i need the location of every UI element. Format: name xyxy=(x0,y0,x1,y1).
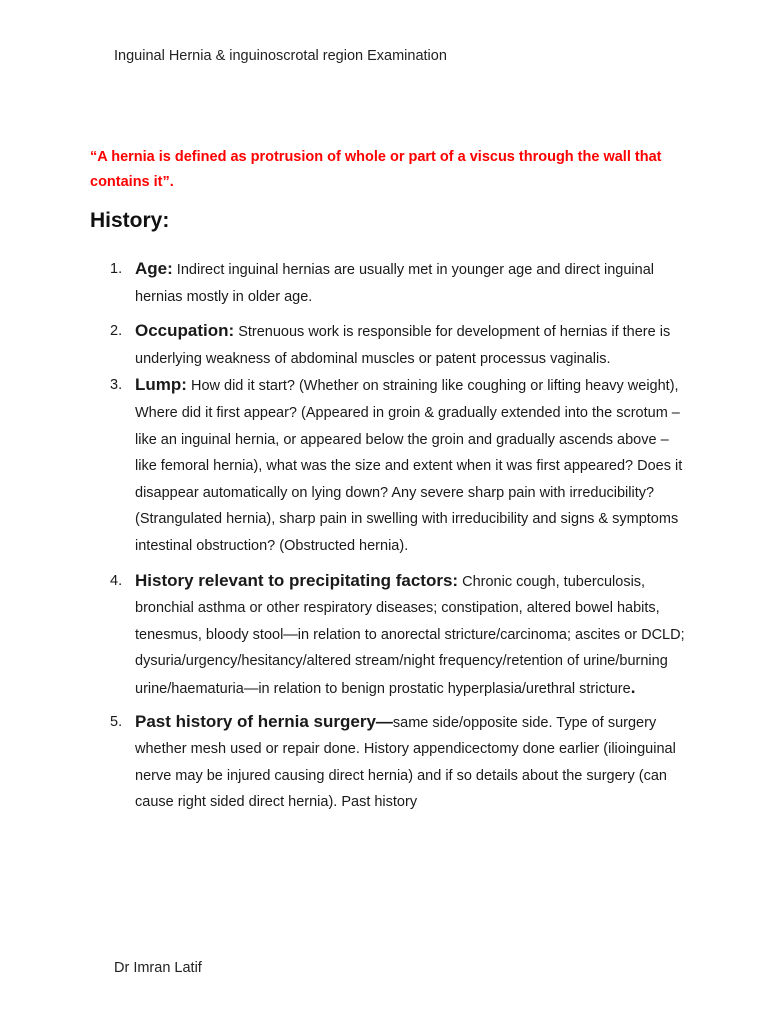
item-term: History relevant to precipitating factors: xyxy=(135,570,459,590)
item-text: same side/opposite side. Type of surgery whether mesh used or repair done. History appendicectomy done earlier (ilioinguinal nerve may be injured causing direct hernia) and if so details about the surgery (can cause right sided direct hernia). Past history xyxy=(135,714,676,811)
page-header: Inguinal Hernia & inguinoscrotal region Examination xyxy=(114,48,447,64)
list-number: 1. xyxy=(110,261,123,277)
list-number: 4. xyxy=(110,572,123,589)
item-text: Indirect inguinal hernias are usually met in younger age and direct inguinal hernias mostly in older age. xyxy=(135,262,654,305)
item-term: Age: xyxy=(135,259,173,278)
list-number: 2. xyxy=(110,323,123,340)
list-item-age xyxy=(90,256,690,310)
item-term: Occupation: xyxy=(135,321,235,341)
page-footer-author: Dr Imran Latif xyxy=(114,960,202,976)
list-number: 3. xyxy=(110,377,123,394)
item-end-mark: . xyxy=(630,677,636,697)
item-text: Chronic cough, tuberculosis, bronchial asthma or other respiratory diseases; constipation, altered bowel habits, tenesmus, bloody stool—in relation to anorectal stricture/carcinoma; ascites or DCLD; dysuria/urgency/hesitancy/altered stream/night frequency/retention of urine/burning urine/haematuria—in relation to benign prostatic hyperplasia/urethral stricture xyxy=(135,573,685,697)
section-title-history: History: xyxy=(90,209,170,232)
list-item-occupation xyxy=(90,318,690,372)
item-text: How did it start? (Whether on straining like coughing or lifting heavy weight), Where did it first appear? (Appeared in groin & gradually extended into the scrotum – like an inguinal hernia, or appeared below the groin and gradually ascends above – like femoral hernia), what was the size and extent when it was first appeared? Does it disappear automatically on lying down? Any severe sharp pain with irreducibility? (Strangulated hernia), sharp pain in swelling with irreducibility and signs & symptoms intestinal obstruction? (Obstructed hernia). xyxy=(135,378,683,554)
list-item-past-surgery xyxy=(90,709,690,816)
list-number: 5. xyxy=(110,713,123,730)
list-item-precipitating-factors xyxy=(90,568,690,703)
history-list xyxy=(90,256,690,816)
item-term: Past history of hernia surgery— xyxy=(135,711,393,731)
list-item-lump xyxy=(90,372,690,559)
item-term: Lump: xyxy=(135,375,187,395)
hernia-definition: “A hernia is defined as protrusion of whole or part of a viscus through the wall that contains it”. xyxy=(90,149,662,190)
item-text: Strenuous work is responsible for development of hernias if there is underlying weakness of abdominal muscles or patent processus vaginalis. xyxy=(135,324,671,367)
